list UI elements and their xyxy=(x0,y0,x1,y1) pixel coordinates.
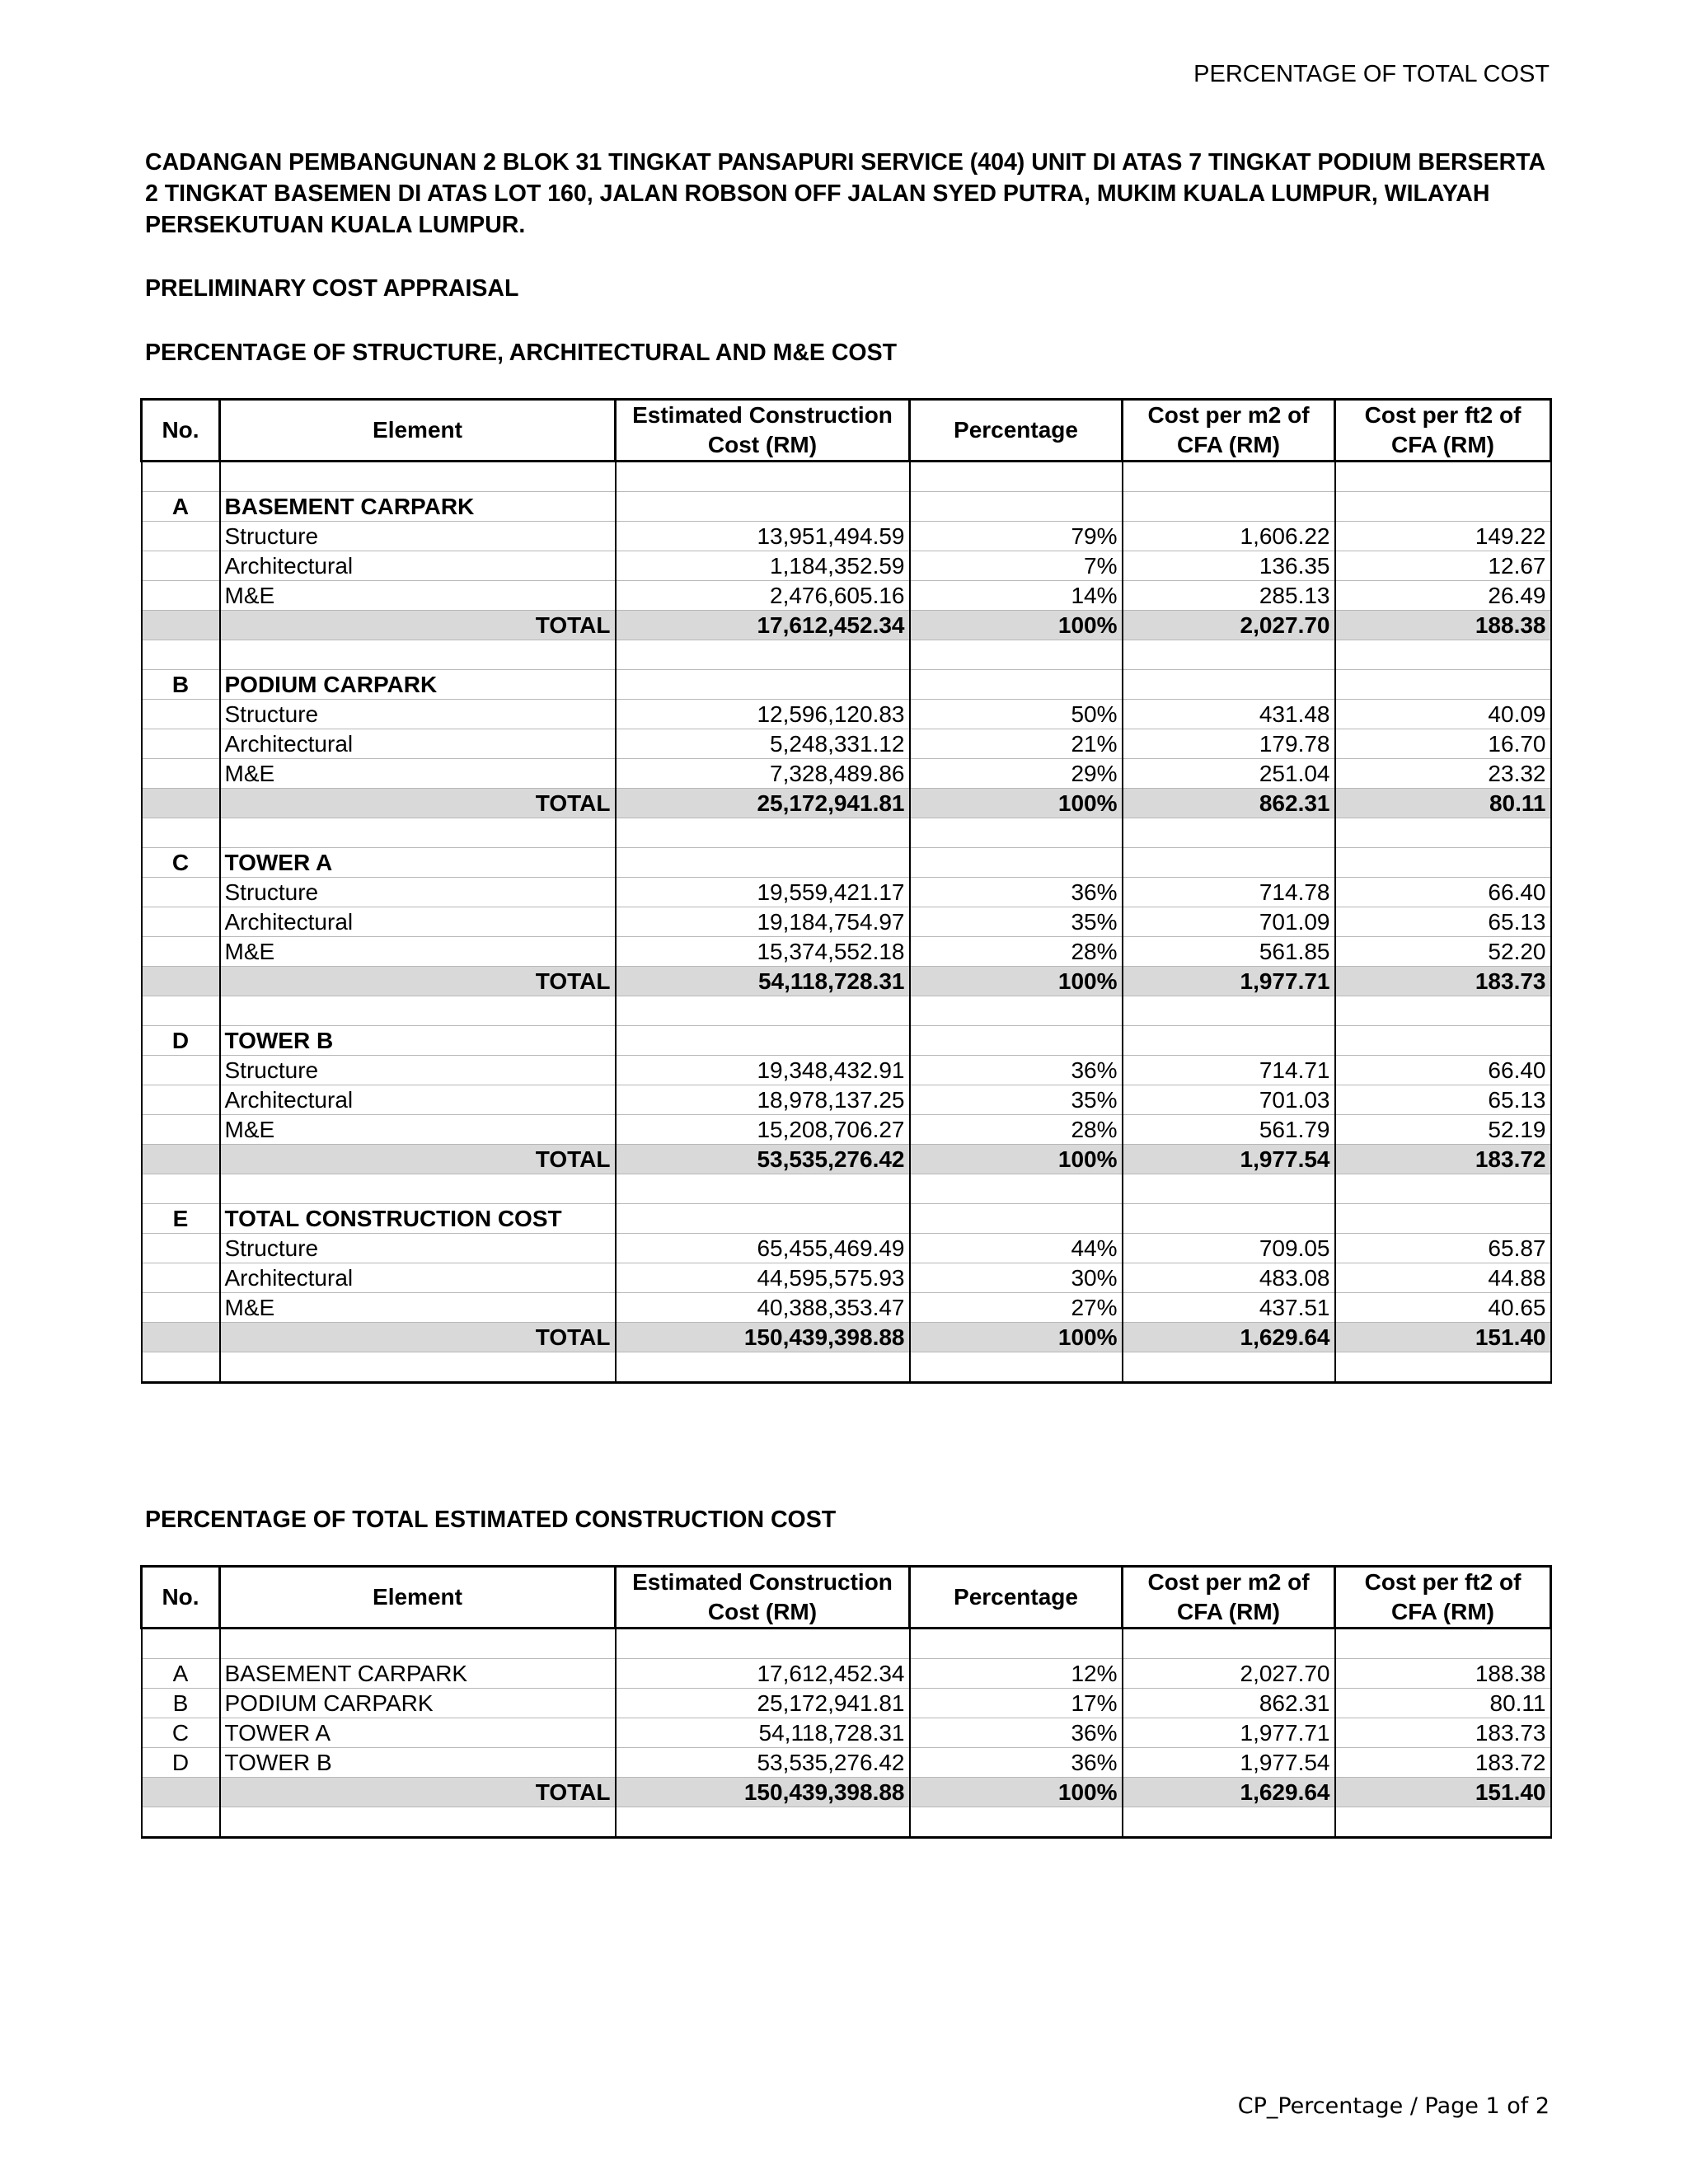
element-cell: Architectural xyxy=(220,1085,616,1115)
cost-per-ft2-cell: 44.88 xyxy=(1335,1263,1551,1293)
percentage-cell: 44% xyxy=(910,1234,1123,1263)
no-cell xyxy=(142,1293,220,1323)
table1-title: PERCENTAGE OF STRUCTURE, ARCHITECTURAL AND M&E COST xyxy=(145,340,897,366)
empty-cell xyxy=(616,670,910,700)
no-cell xyxy=(142,878,220,907)
element-cell: M&E xyxy=(220,937,616,967)
cost-cell: 53,535,276.42 xyxy=(616,1145,910,1174)
cost-per-m2-cell: 136.35 xyxy=(1123,551,1335,581)
appraisal-title: PRELIMINARY COST APPRAISAL xyxy=(145,275,519,302)
empty-cell xyxy=(1335,1807,1551,1838)
empty-cell xyxy=(910,1026,1123,1056)
percentage-cell: 79% xyxy=(910,522,1123,551)
empty-cell xyxy=(1335,818,1551,848)
empty-cell xyxy=(1335,492,1551,522)
cost-per-ft2-cell: 183.73 xyxy=(1335,967,1551,996)
section-no: E xyxy=(142,1204,220,1234)
element-cell: Structure xyxy=(220,1234,616,1263)
empty-cell xyxy=(616,818,910,848)
section-no: B xyxy=(142,670,220,700)
cost-per-m2-cell: 1,629.64 xyxy=(1123,1778,1335,1807)
cost-per-ft2-cell: 65.13 xyxy=(1335,907,1551,937)
element-cell: TOTAL xyxy=(220,967,616,996)
element-cell: TOTAL xyxy=(220,789,616,818)
empty-cell xyxy=(616,640,910,670)
empty-cell xyxy=(1123,848,1335,878)
cost-per-m2-cell: 714.71 xyxy=(1123,1056,1335,1085)
percentage-cell: 7% xyxy=(910,551,1123,581)
table-row xyxy=(142,1748,1551,1778)
empty-cell xyxy=(616,1807,910,1838)
empty-cell xyxy=(142,640,220,670)
empty-cell xyxy=(142,1629,220,1659)
table-header-row xyxy=(142,400,1551,462)
empty-cell xyxy=(142,818,220,848)
no-cell xyxy=(142,1115,220,1145)
cost-per-m2-cell: 701.09 xyxy=(1123,907,1335,937)
cost-cell: 150,439,398.88 xyxy=(616,1323,910,1352)
empty-cell xyxy=(1335,1204,1551,1234)
no-cell: B xyxy=(142,1689,220,1718)
no-cell xyxy=(142,907,220,937)
section-header-row xyxy=(142,492,1551,522)
empty-cell xyxy=(1123,492,1335,522)
element-cell: M&E xyxy=(220,1293,616,1323)
section-no: C xyxy=(142,848,220,878)
cost-cell: 17,612,452.34 xyxy=(616,611,910,640)
section-no: A xyxy=(142,492,220,522)
empty-cell xyxy=(1123,1352,1335,1383)
blank-row xyxy=(142,818,1551,848)
cost-per-ft2-cell: 183.73 xyxy=(1335,1718,1551,1748)
cost-cell: 18,978,137.25 xyxy=(616,1085,910,1115)
col-header-per-m2: Cost per m2 of CFA (RM) xyxy=(1123,400,1335,462)
element-cell: TOTAL xyxy=(220,611,616,640)
empty-cell xyxy=(220,818,616,848)
empty-cell xyxy=(220,1174,616,1204)
section-name: TOWER A xyxy=(220,848,616,878)
cost-per-m2-cell: 2,027.70 xyxy=(1123,1659,1335,1689)
cost-per-m2-cell: 862.31 xyxy=(1123,1689,1335,1718)
cost-per-m2-cell: 1,977.54 xyxy=(1123,1145,1335,1174)
cost-per-ft2-cell: 149.22 xyxy=(1335,522,1551,551)
cost-cell: 25,172,941.81 xyxy=(616,1689,910,1718)
blank-row xyxy=(142,640,1551,670)
cost-per-ft2-cell: 188.38 xyxy=(1335,611,1551,640)
col-header-per-ft2: Cost per ft2 of CFA (RM) xyxy=(1335,1567,1551,1629)
col-header-no: No. xyxy=(142,400,220,462)
percentage-cell: 50% xyxy=(910,700,1123,729)
blank-row xyxy=(142,1807,1551,1838)
cost-per-m2-cell: 251.04 xyxy=(1123,759,1335,789)
empty-cell xyxy=(910,1629,1123,1659)
empty-cell xyxy=(616,848,910,878)
empty-cell xyxy=(616,1174,910,1204)
cost-cell: 54,118,728.31 xyxy=(616,967,910,996)
section-header-row xyxy=(142,670,1551,700)
percentage-cell: 28% xyxy=(910,937,1123,967)
section-name: PODIUM CARPARK xyxy=(220,670,616,700)
empty-cell xyxy=(1335,462,1551,492)
percentage-cell: 100% xyxy=(910,1778,1123,1807)
empty-cell xyxy=(910,996,1123,1026)
percentage-cell: 100% xyxy=(910,1323,1123,1352)
empty-cell xyxy=(220,1807,616,1838)
cost-per-ft2-cell: 40.09 xyxy=(1335,700,1551,729)
table-row xyxy=(142,759,1551,789)
no-cell xyxy=(142,1234,220,1263)
total-row xyxy=(142,611,1551,640)
cost-per-m2-cell: 179.78 xyxy=(1123,729,1335,759)
empty-cell xyxy=(142,1807,220,1838)
cost-per-m2-cell: 1,977.71 xyxy=(1123,1718,1335,1748)
cost-cell: 15,374,552.18 xyxy=(616,937,910,967)
empty-cell xyxy=(616,462,910,492)
cost-per-ft2-cell: 16.70 xyxy=(1335,729,1551,759)
cost-cell: 17,612,452.34 xyxy=(616,1659,910,1689)
cost-per-m2-cell: 1,977.71 xyxy=(1123,967,1335,996)
cost-per-ft2-cell: 12.67 xyxy=(1335,551,1551,581)
table-row xyxy=(142,937,1551,967)
element-cell: PODIUM CARPARK xyxy=(220,1689,616,1718)
no-cell xyxy=(142,700,220,729)
empty-cell xyxy=(1123,1174,1335,1204)
cost-per-m2-cell: 1,606.22 xyxy=(1123,522,1335,551)
empty-cell xyxy=(1335,640,1551,670)
total-row xyxy=(142,1778,1551,1807)
cost-per-m2-cell: 709.05 xyxy=(1123,1234,1335,1263)
cost-cell: 5,248,331.12 xyxy=(616,729,910,759)
cost-per-ft2-cell: 80.11 xyxy=(1335,789,1551,818)
cost-cell: 150,439,398.88 xyxy=(616,1778,910,1807)
blank-row xyxy=(142,996,1551,1026)
cost-per-ft2-cell: 52.19 xyxy=(1335,1115,1551,1145)
element-cell: TOTAL xyxy=(220,1323,616,1352)
cost-per-ft2-cell: 151.40 xyxy=(1335,1323,1551,1352)
table-row xyxy=(142,581,1551,611)
total-row xyxy=(142,789,1551,818)
empty-cell xyxy=(1123,640,1335,670)
empty-cell xyxy=(142,996,220,1026)
cost-cell: 7,328,489.86 xyxy=(616,759,910,789)
empty-cell xyxy=(616,1629,910,1659)
empty-cell xyxy=(616,1352,910,1383)
empty-cell xyxy=(1123,1629,1335,1659)
structure-cost-table xyxy=(140,398,1552,1384)
empty-cell xyxy=(616,492,910,522)
empty-cell xyxy=(910,462,1123,492)
empty-cell xyxy=(220,1629,616,1659)
no-cell xyxy=(142,551,220,581)
empty-cell xyxy=(1123,1204,1335,1234)
cost-per-ft2-cell: 40.65 xyxy=(1335,1293,1551,1323)
empty-cell xyxy=(1123,996,1335,1026)
empty-cell xyxy=(910,1174,1123,1204)
percentage-cell: 12% xyxy=(910,1659,1123,1689)
empty-cell xyxy=(910,848,1123,878)
empty-cell xyxy=(910,492,1123,522)
percentage-cell: 36% xyxy=(910,1748,1123,1778)
total-row xyxy=(142,1145,1551,1174)
table-row xyxy=(142,1234,1551,1263)
section-name: TOTAL CONSTRUCTION COST xyxy=(220,1204,616,1234)
table-header-row xyxy=(142,1567,1551,1629)
empty-cell xyxy=(1335,1629,1551,1659)
table-row xyxy=(142,1293,1551,1323)
element-cell: TOWER A xyxy=(220,1718,616,1748)
col-header-element: Element xyxy=(220,1567,616,1629)
cost-per-m2-cell: 437.51 xyxy=(1123,1293,1335,1323)
blank-row xyxy=(142,1352,1551,1383)
section-header-row xyxy=(142,1204,1551,1234)
no-cell xyxy=(142,789,220,818)
table-row xyxy=(142,551,1551,581)
element-cell: Architectural xyxy=(220,729,616,759)
element-cell: Architectural xyxy=(220,1263,616,1293)
cost-cell: 25,172,941.81 xyxy=(616,789,910,818)
percentage-cell: 28% xyxy=(910,1115,1123,1145)
col-header-per-m2: Cost per m2 of CFA (RM) xyxy=(1123,1567,1335,1629)
empty-cell xyxy=(220,640,616,670)
element-cell: TOTAL xyxy=(220,1778,616,1807)
element-cell: M&E xyxy=(220,1115,616,1145)
cost-per-ft2-cell: 66.40 xyxy=(1335,878,1551,907)
total-row xyxy=(142,967,1551,996)
col-header-cost: Estimated Construction Cost (RM) xyxy=(616,1567,910,1629)
section-no: D xyxy=(142,1026,220,1056)
empty-cell xyxy=(1335,1026,1551,1056)
cost-per-ft2-cell: 23.32 xyxy=(1335,759,1551,789)
cost-per-m2-cell: 285.13 xyxy=(1123,581,1335,611)
cost-per-ft2-cell: 183.72 xyxy=(1335,1145,1551,1174)
cost-cell: 19,184,754.97 xyxy=(616,907,910,937)
no-cell xyxy=(142,581,220,611)
empty-cell xyxy=(616,1204,910,1234)
empty-cell xyxy=(1335,1352,1551,1383)
empty-cell xyxy=(142,462,220,492)
project-title: CADANGAN PEMBANGUNAN 2 BLOK 31 TINGKAT PANSAPURI SERVICE (404) UNIT DI ATAS 7 TINGKAT PODIUM BERSERTA 2 TINGKAT BASEMEN DI ATAS LOT 160, JALAN ROBSON OFF JALAN SYED PUTRA, MUKIM KUALA LUMPUR, WILAYAH PERSEKUTUAN KUALA LUMPUR. xyxy=(145,149,1545,238)
element-cell: Architectural xyxy=(220,551,616,581)
no-cell xyxy=(142,522,220,551)
empty-cell xyxy=(142,1174,220,1204)
table2-title: PERCENTAGE OF TOTAL ESTIMATED CONSTRUCTION COST xyxy=(145,1507,837,1533)
percentage-cell: 17% xyxy=(910,1689,1123,1718)
empty-cell xyxy=(1123,1807,1335,1838)
element-cell: Architectural xyxy=(220,907,616,937)
col-header-percentage: Percentage xyxy=(910,1567,1123,1629)
percentage-cell: 35% xyxy=(910,1085,1123,1115)
empty-cell xyxy=(1123,818,1335,848)
cost-per-ft2-cell: 151.40 xyxy=(1335,1778,1551,1807)
no-cell xyxy=(142,967,220,996)
percentage-cell: 36% xyxy=(910,878,1123,907)
element-cell: TOTAL xyxy=(220,1145,616,1174)
empty-cell xyxy=(616,1026,910,1056)
empty-cell xyxy=(142,1352,220,1383)
table-row xyxy=(142,1718,1551,1748)
element-cell: M&E xyxy=(220,581,616,611)
percentage-cell: 27% xyxy=(910,1293,1123,1323)
cost-per-m2-cell: 561.85 xyxy=(1123,937,1335,967)
empty-cell xyxy=(220,996,616,1026)
percentage-cell: 100% xyxy=(910,789,1123,818)
section-name: BASEMENT CARPARK xyxy=(220,492,616,522)
cost-per-ft2-cell: 65.87 xyxy=(1335,1234,1551,1263)
cost-per-m2-cell: 714.78 xyxy=(1123,878,1335,907)
cost-per-m2-cell: 701.03 xyxy=(1123,1085,1335,1115)
cost-per-ft2-cell: 183.72 xyxy=(1335,1748,1551,1778)
empty-cell xyxy=(220,1352,616,1383)
no-cell xyxy=(142,611,220,640)
empty-cell xyxy=(1123,462,1335,492)
percentage-cell: 100% xyxy=(910,611,1123,640)
no-cell: D xyxy=(142,1748,220,1778)
percentage-cell: 36% xyxy=(910,1056,1123,1085)
empty-cell xyxy=(616,996,910,1026)
empty-cell xyxy=(1335,1174,1551,1204)
cost-per-ft2-cell: 188.38 xyxy=(1335,1659,1551,1689)
cost-cell: 19,348,432.91 xyxy=(616,1056,910,1085)
section-header-row xyxy=(142,1026,1551,1056)
cost-per-m2-cell: 1,629.64 xyxy=(1123,1323,1335,1352)
element-cell: Structure xyxy=(220,700,616,729)
col-header-cost: Estimated Construction Cost (RM) xyxy=(616,400,910,462)
total-row xyxy=(142,1323,1551,1352)
no-cell xyxy=(142,729,220,759)
no-cell xyxy=(142,1145,220,1174)
percentage-cell: 100% xyxy=(910,967,1123,996)
cost-cell: 65,455,469.49 xyxy=(616,1234,910,1263)
table-row xyxy=(142,1056,1551,1085)
cost-cell: 44,595,575.93 xyxy=(616,1263,910,1293)
col-header-no: No. xyxy=(142,1567,220,1629)
element-cell: TOWER B xyxy=(220,1748,616,1778)
cost-per-m2-cell: 483.08 xyxy=(1123,1263,1335,1293)
total-cost-table xyxy=(140,1565,1552,1839)
empty-cell xyxy=(910,1807,1123,1838)
table-row xyxy=(142,878,1551,907)
cost-per-ft2-cell: 52.20 xyxy=(1335,937,1551,967)
blank-row xyxy=(142,462,1551,492)
no-cell xyxy=(142,759,220,789)
cost-cell: 40,388,353.47 xyxy=(616,1293,910,1323)
cost-per-m2-cell: 431.48 xyxy=(1123,700,1335,729)
percentage-cell: 100% xyxy=(910,1145,1123,1174)
col-header-per-ft2: Cost per ft2 of CFA (RM) xyxy=(1335,400,1551,462)
cost-cell: 19,559,421.17 xyxy=(616,878,910,907)
empty-cell xyxy=(910,818,1123,848)
cost-per-m2-cell: 1,977.54 xyxy=(1123,1748,1335,1778)
empty-cell xyxy=(910,670,1123,700)
empty-cell xyxy=(1123,1026,1335,1056)
cost-cell: 1,184,352.59 xyxy=(616,551,910,581)
empty-cell xyxy=(1123,670,1335,700)
page-header: PERCENTAGE OF TOTAL COST xyxy=(1193,61,1550,87)
empty-cell xyxy=(910,1352,1123,1383)
empty-cell xyxy=(1335,996,1551,1026)
no-cell xyxy=(142,1778,220,1807)
table-row xyxy=(142,700,1551,729)
empty-cell xyxy=(1335,670,1551,700)
blank-row xyxy=(142,1629,1551,1659)
empty-cell xyxy=(1335,848,1551,878)
section-header-row xyxy=(142,848,1551,878)
empty-cell xyxy=(910,640,1123,670)
table-row xyxy=(142,729,1551,759)
col-header-percentage: Percentage xyxy=(910,400,1123,462)
blank-row xyxy=(142,1174,1551,1204)
cost-per-m2-cell: 862.31 xyxy=(1123,789,1335,818)
cost-per-m2-cell: 561.79 xyxy=(1123,1115,1335,1145)
table-row xyxy=(142,1085,1551,1115)
col-header-element: Element xyxy=(220,400,616,462)
table-row xyxy=(142,1263,1551,1293)
cost-cell: 13,951,494.59 xyxy=(616,522,910,551)
no-cell xyxy=(142,1085,220,1115)
element-cell: Structure xyxy=(220,1056,616,1085)
element-cell: M&E xyxy=(220,759,616,789)
percentage-cell: 29% xyxy=(910,759,1123,789)
no-cell xyxy=(142,1263,220,1293)
percentage-cell: 21% xyxy=(910,729,1123,759)
element-cell: Structure xyxy=(220,878,616,907)
empty-cell xyxy=(220,462,616,492)
percentage-cell: 36% xyxy=(910,1718,1123,1748)
cost-per-ft2-cell: 65.13 xyxy=(1335,1085,1551,1115)
table-row xyxy=(142,522,1551,551)
percentage-cell: 30% xyxy=(910,1263,1123,1293)
no-cell xyxy=(142,1323,220,1352)
element-cell: Structure xyxy=(220,522,616,551)
section-name: TOWER B xyxy=(220,1026,616,1056)
empty-cell xyxy=(910,1204,1123,1234)
table-row xyxy=(142,1689,1551,1718)
element-cell: BASEMENT CARPARK xyxy=(220,1659,616,1689)
cost-per-ft2-cell: 80.11 xyxy=(1335,1689,1551,1718)
cost-cell: 53,535,276.42 xyxy=(616,1748,910,1778)
percentage-cell: 14% xyxy=(910,581,1123,611)
no-cell xyxy=(142,937,220,967)
cost-per-ft2-cell: 26.49 xyxy=(1335,581,1551,611)
cost-cell: 15,208,706.27 xyxy=(616,1115,910,1145)
percentage-cell: 35% xyxy=(910,907,1123,937)
no-cell: C xyxy=(142,1718,220,1748)
no-cell: A xyxy=(142,1659,220,1689)
table-row xyxy=(142,1115,1551,1145)
table-row xyxy=(142,907,1551,937)
table-row xyxy=(142,1659,1551,1689)
no-cell xyxy=(142,1056,220,1085)
cost-cell: 54,118,728.31 xyxy=(616,1718,910,1748)
page-footer: CP_Percentage / Page 1 of 2 xyxy=(1237,2093,1550,2119)
cost-cell: 2,476,605.16 xyxy=(616,581,910,611)
cost-per-m2-cell: 2,027.70 xyxy=(1123,611,1335,640)
cost-cell: 12,596,120.83 xyxy=(616,700,910,729)
cost-per-ft2-cell: 66.40 xyxy=(1335,1056,1551,1085)
